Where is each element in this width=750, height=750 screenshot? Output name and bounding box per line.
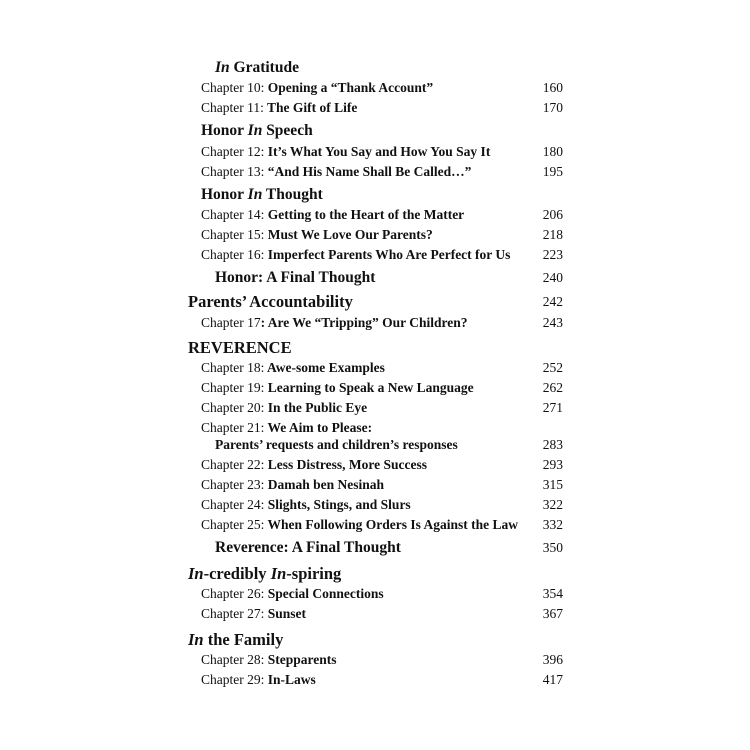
toc-entry-ch22: Chapter 22: Less Distress, More Success xyxy=(201,457,427,472)
page-number: 315 xyxy=(542,477,563,492)
toc-entry-ch20: Chapter 20: In the Public Eye xyxy=(201,400,368,415)
toc-entry-ch26: Chapter 26: Special Connections xyxy=(201,586,384,601)
section-incredibly-inspiring: In-credibly In-spiring xyxy=(188,564,342,583)
page-number: 262 xyxy=(542,380,563,395)
toc-entry-ch27: Chapter 27: Sunset xyxy=(201,606,307,621)
page-number: 252 xyxy=(542,360,563,375)
page-number: 170 xyxy=(542,100,563,115)
toc-entry-ch12: Chapter 12: It’s What You Say and How You Say It xyxy=(201,144,491,159)
page-number: 417 xyxy=(542,672,563,687)
page-number: 271 xyxy=(542,400,563,415)
page-number: 206 xyxy=(542,207,563,222)
toc-entry-ch17: Chapter 17: Are We “Tripping” Our Children? xyxy=(201,315,468,330)
toc-entry-ch21: Chapter 21: We Aim to Please: xyxy=(201,420,373,435)
page-number: 180 xyxy=(542,144,563,159)
toc-entry-ch29: Chapter 29: In-Laws xyxy=(201,672,316,687)
page-number: 240 xyxy=(542,270,563,285)
page-number: 242 xyxy=(542,294,563,309)
section-parents-accountability: Parents’ Accountability xyxy=(188,292,353,311)
page-number: 195 xyxy=(542,164,563,179)
page-number: 218 xyxy=(542,227,563,242)
toc-entry-ch11: Chapter 11: The Gift of Life xyxy=(201,100,358,115)
toc-entry-ch15: Chapter 15: Must We Love Our Parents? xyxy=(201,227,433,242)
section-reverence-final-thought: Reverence: A Final Thought xyxy=(215,539,401,556)
toc-entry-ch16: Chapter 16: Imperfect Parents Who Are Perfect for Us xyxy=(201,247,511,262)
section-honor-in-speech: Honor In Speech xyxy=(201,122,313,139)
page-number: 350 xyxy=(542,540,563,555)
section-in-the-family: In the Family xyxy=(188,630,284,649)
toc-entry-ch28: Chapter 28: Stepparents xyxy=(201,652,337,667)
page-number: 322 xyxy=(542,497,563,512)
page-number: 396 xyxy=(542,652,563,667)
page-number: 367 xyxy=(542,606,563,621)
page-number: 283 xyxy=(542,437,563,452)
page-number: 354 xyxy=(542,586,563,601)
section-honor-final-thought: Honor: A Final Thought xyxy=(215,269,376,286)
toc-entry-ch10: Chapter 10: Opening a “Thank Account” xyxy=(201,80,434,95)
section-honor-in-thought: Honor In Thought xyxy=(201,186,323,203)
page-number: 293 xyxy=(542,457,563,472)
toc-entry-ch23: Chapter 23: Damah ben Nesinah xyxy=(201,477,385,492)
toc-entry-ch24: Chapter 24: Slights, Stings, and Slurs xyxy=(201,497,411,512)
page-number: 223 xyxy=(542,247,563,262)
toc-entry-ch13: Chapter 13: “And His Name Shall Be Called…” xyxy=(201,164,472,179)
page-number: 160 xyxy=(542,80,563,95)
toc-entry-ch25: Chapter 25: When Following Orders Is Against the Law xyxy=(201,517,519,532)
toc-entry-ch21-subtitle: Parents’ requests and children’s responses xyxy=(215,437,458,452)
section-reverence: REVERENCE xyxy=(188,338,292,357)
toc-entry-ch14: Chapter 14: Getting to the Heart of the Matter xyxy=(201,207,465,222)
toc-entry-ch19: Chapter 19: Learning to Speak a New Language xyxy=(201,380,474,395)
toc-entry-ch18: Chapter 18: Awe-some Examples xyxy=(201,360,385,375)
page-number: 243 xyxy=(542,315,563,330)
section-in-gratitude: In Gratitude xyxy=(215,59,299,76)
page-number: 332 xyxy=(542,517,563,532)
